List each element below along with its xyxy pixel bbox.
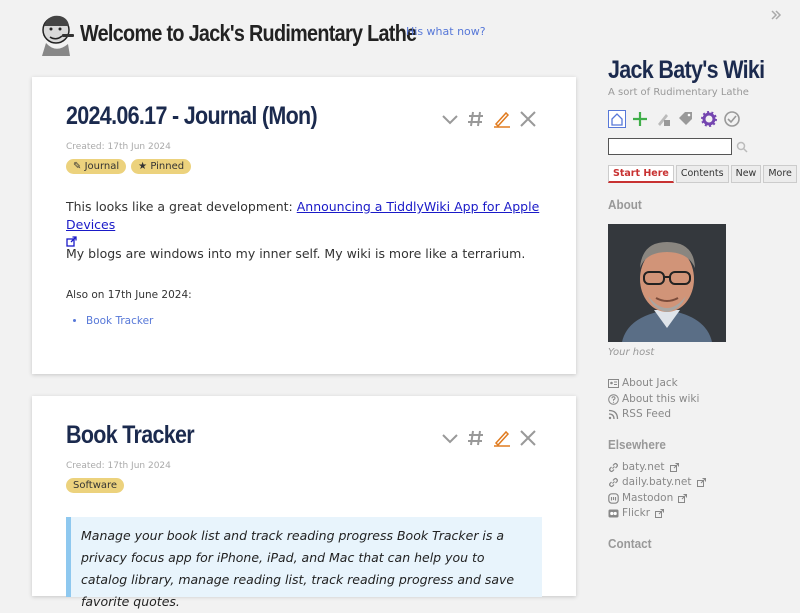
mastodon-icon [608,493,619,504]
created-date: Created: 17th Jun 2024 [66,461,171,471]
id-card-icon [608,378,619,389]
permalink-hash-icon[interactable] [466,109,486,129]
link-label: About this wiki [622,392,700,405]
double-chevron-right-icon[interactable] [770,9,782,21]
tiddler-title[interactable]: Book Tracker [66,421,194,449]
chain-link-icon [608,462,619,473]
edit-pencil-icon[interactable] [492,428,512,448]
link-label: RSS Feed [622,408,672,420]
gear-icon[interactable] [700,110,718,128]
flickr-link[interactable] [608,506,798,522]
tab-start-here[interactable]: Start Here [608,165,674,183]
question-circle-icon [608,394,619,405]
rss-icon [608,409,619,420]
link-label: Flickr [622,507,651,519]
blockquote: Manage your book list and track reading progress Book Tracker is a privacy focus app for iPhone, iPad, and Mac that can help you to catalog library, manage reading list, track reading progress and save favorite quotes. [66,517,542,597]
tiddler-book-tracker [32,396,576,609]
tag-list [66,478,124,493]
elsewhere-heading: Elsewhere [608,436,666,452]
home-icon[interactable] [608,110,626,128]
tag-label: Journal [84,161,120,172]
chevron-down-icon[interactable] [440,428,460,448]
created-date: Created: 17th Jun 2024 [66,142,171,152]
tiddler-title[interactable]: 2024.06.17 - Journal (Mon) [66,102,317,130]
photo-caption: Your host [608,347,655,358]
daily-baty-net-link[interactable] [608,475,798,491]
also-on-list [86,315,153,327]
tag-pinned[interactable]: ★ Pinned [131,159,191,174]
link-label: baty.net [622,460,665,473]
tiddler-controls [440,109,538,129]
tag-manager-icon[interactable] [677,110,695,128]
paragraph-text: This looks like a great development: [66,199,297,214]
sidebar-tabs [608,165,798,183]
new-tiddler-plus-icon[interactable] [631,110,649,128]
tag-journal[interactable]: ✎ Journal [66,159,126,174]
about-wiki-link[interactable] [608,392,798,408]
flickr-icon [608,508,619,519]
paragraph [66,198,546,252]
site-subtitle: A sort of Rudimentary Lathe [608,87,749,98]
external-link-icon [678,494,687,503]
external-link-icon [655,509,664,518]
about-links [608,376,798,423]
permalink-hash-icon[interactable] [466,428,486,448]
site-header-title: Welcome to Jack's Rudimentary Lathe [80,19,417,46]
tag-label: Pinned [150,161,185,172]
tiddler-journal [32,77,576,374]
contact-heading: Contact [608,535,652,551]
page-controls [608,108,798,130]
about-jack-link[interactable] [608,376,798,392]
link-label: daily.baty.net [622,476,692,488]
tab-contents[interactable]: Contents [676,165,729,183]
list-item[interactable] [86,315,153,327]
check-circle-icon[interactable] [723,110,741,128]
sidebar [608,56,798,551]
edit-pencil-icon[interactable] [492,109,512,129]
site-logo-icon [36,10,78,56]
close-icon[interactable] [518,428,538,448]
link-label: Mastodon [622,491,674,504]
his-what-now-link[interactable]: His what now? [406,25,486,38]
site-title[interactable]: Jack Baty's Wiki [608,56,765,84]
chevron-down-icon[interactable] [440,109,460,129]
new-journal-icon[interactable] [654,110,672,128]
search-icon[interactable] [736,141,748,153]
link-label: About Jack [622,377,678,389]
mastodon-link[interactable] [608,491,798,507]
host-photo [608,224,726,342]
tab-new[interactable]: New [731,165,762,183]
external-link-icon [697,478,706,487]
list-item-link[interactable]: Book Tracker [86,315,154,327]
tag-software[interactable]: Software [66,478,124,493]
tab-more[interactable]: More [763,165,797,183]
rss-feed-link[interactable] [608,407,798,423]
close-icon[interactable] [518,109,538,129]
baty-net-link[interactable] [608,460,798,476]
tiddler-controls [440,428,538,448]
tag-list [66,159,191,174]
elsewhere-links [608,460,798,522]
about-heading: About [608,197,642,212]
chain-link-icon [608,477,619,488]
site-header [36,10,486,56]
also-on-heading: Also on 17th June 2024: [66,289,192,301]
search-row [608,138,798,155]
paragraph: My blogs are windows into my inner self. My wiki is more like a terrarium. [66,246,526,261]
search-input[interactable] [608,138,732,155]
external-link-icon [670,463,679,472]
external-article-link[interactable]: Announcing a TiddlyWiki App for Apple Devices [66,199,540,232]
